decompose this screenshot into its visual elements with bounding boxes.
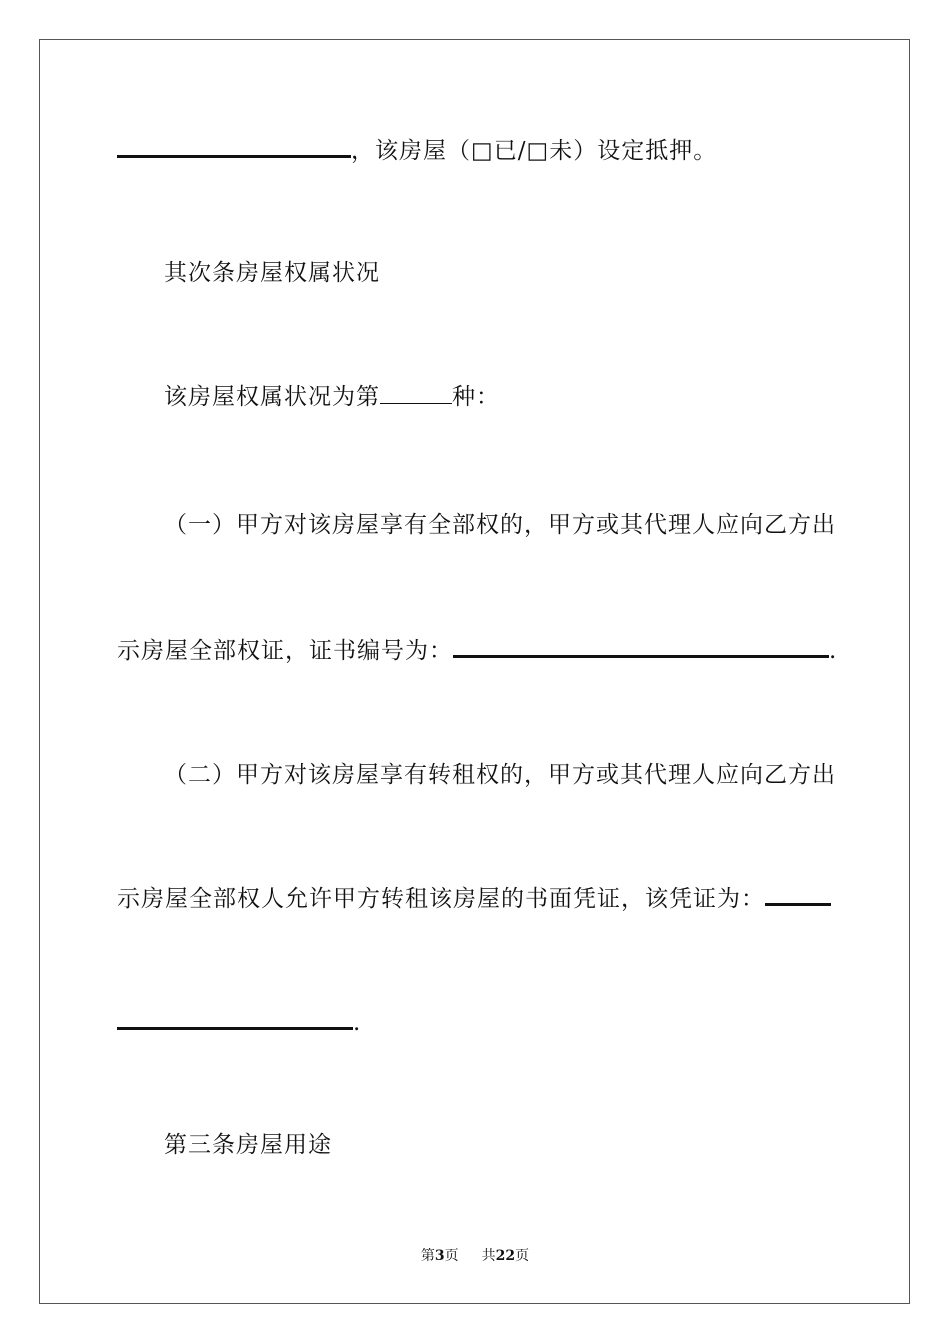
certificate-label: 示房屋全部权证，证书编号为：: [117, 638, 453, 664]
page-current: 3: [434, 1248, 445, 1264]
item-2-line-1: （二）甲方对该房屋享有转租权的，甲方或其代理人应向乙方出: [164, 762, 836, 788]
ownership-prefix: 该房屋权属状况为第: [164, 384, 380, 410]
period: .: [829, 638, 838, 664]
item-1-line-1: （一）甲方对该房屋享有全部权的，甲方或其代理人应向乙方出: [164, 512, 836, 538]
blank-field: [117, 1009, 353, 1030]
page-footer: [0, 1246, 950, 1266]
voucher-label: 示房屋全部权人允许甲方转租该房屋的书面凭证，该凭证为：: [117, 886, 765, 912]
page-total: 22: [495, 1248, 516, 1264]
blank-field: [117, 137, 351, 158]
item-1-line-2: [117, 636, 950, 666]
page-unit: 页: [444, 1248, 459, 1264]
blank-field: [765, 885, 831, 906]
total-unit: 页: [515, 1248, 530, 1264]
article-3-heading: 第三条房屋用途: [164, 1132, 332, 1158]
mortgage-text: ，该房屋（□已/□未）设定抵押。: [351, 138, 718, 164]
page-prefix: 第: [420, 1248, 435, 1264]
blank-field: [453, 637, 829, 658]
mortgage-line: [117, 136, 950, 166]
page-frame: [39, 39, 910, 1304]
period: .: [353, 1010, 362, 1036]
blank-field: [380, 385, 452, 404]
ownership-suffix: 种：: [452, 384, 500, 410]
total-prefix: 共: [481, 1248, 496, 1264]
article-2-heading: 其次条房屋权属状况: [164, 260, 380, 286]
item-2-line-2: [117, 884, 950, 914]
item-2-line-3: [117, 1008, 950, 1038]
ownership-type-line: [164, 382, 950, 412]
